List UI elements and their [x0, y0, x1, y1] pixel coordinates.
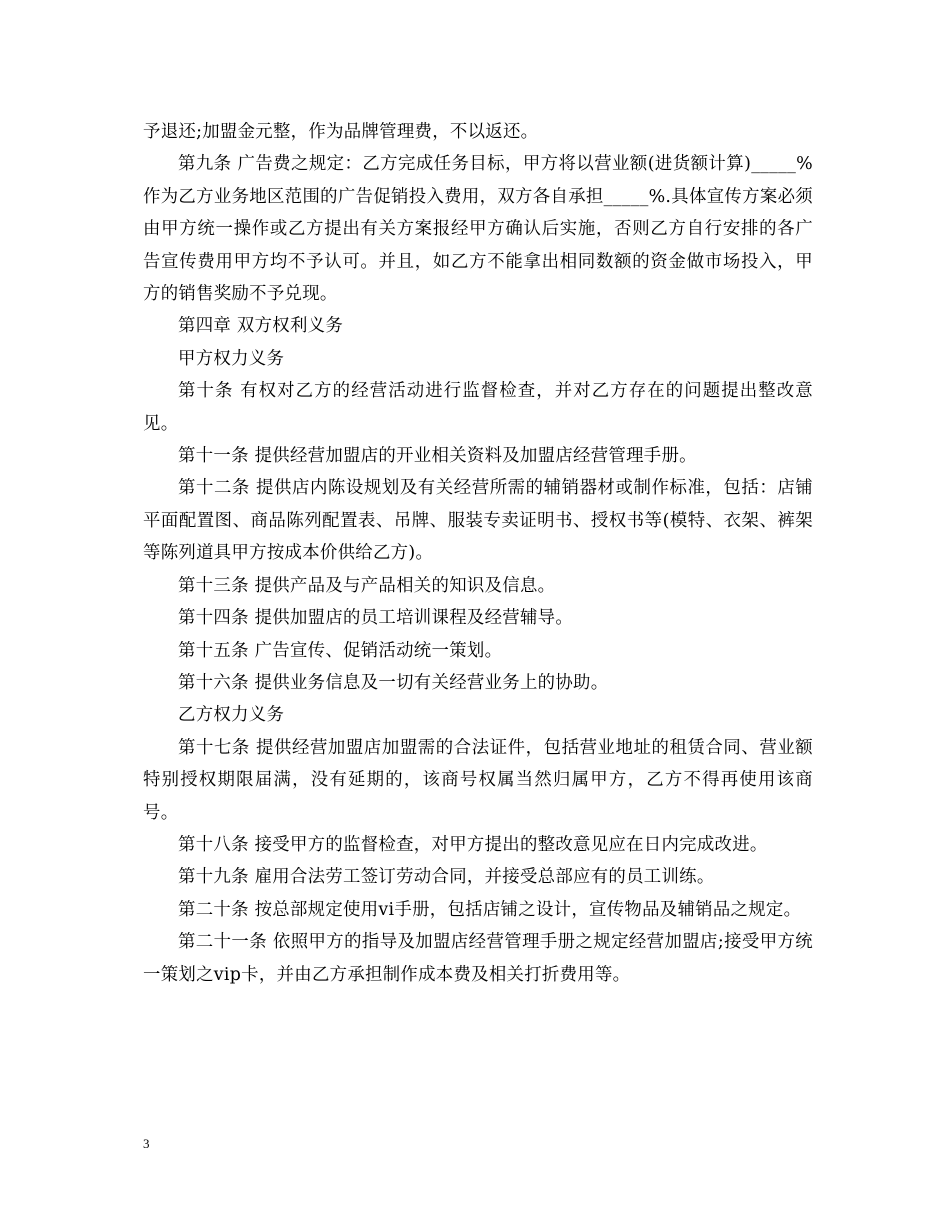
article-19-paragraph: 第十九条 雇用合法劳工签订劳动合同，并接受总部应有的员工训练。 [178, 867, 715, 888]
article-16-paragraph: 第十六条 提供业务信息及一切有关经营业务上的协助。 [178, 672, 609, 693]
article-13-paragraph: 第十三条 提供产品及与产品相关的知识及信息。 [178, 575, 556, 596]
chapter-4-heading: 第四章 双方权利义务 [178, 316, 344, 337]
article-10-paragraph: 第十条 有权对乙方的经营活动进行监督检查，并对乙方存在的问题提出整改意见。 [143, 381, 813, 434]
article-14-paragraph: 第十四条 提供加盟店的员工培训课程及经营辅导。 [178, 608, 574, 629]
party-a-section-heading: 甲方权力义务 [178, 348, 285, 369]
article-17-paragraph: 第十七条 提供经营加盟店加盟需的合法证件，包括营业地址的租赁合同、营业额特别授权期限届满，没有延期的，该商号权属当然归属甲方，乙方不得再使用该商号。 [143, 737, 813, 823]
article-15-paragraph: 第十五条 广告宣传、促销活动统一策划。 [178, 640, 503, 661]
party-b-section-heading: 乙方权力义务 [178, 705, 285, 726]
page-number: 3 [143, 1136, 150, 1151]
article-9-paragraph: 第九条 广告费之规定：乙方完成任务目标，甲方将以营业额(进货额计算)_____%作为乙方业务地区范围的广告促销投入费用，双方各自承担_____%.具体宣传方案必须由甲方统一操作或乙方提出有关方案报经甲方确认后实施，否则乙方自行安排的各广告宣传费用甲方均不予认可。并且，如乙方不能拿出相同数额的资金做市场投入，甲方的销售奖励不予兑现。 [143, 154, 813, 305]
document-body [143, 116, 813, 991]
article-12-paragraph: 第十二条 提供店内陈设规划及有关经营所需的辅销器材或制作标准，包括：店铺平面配置图、商品陈列配置表、吊牌、服装专卖证明书、授权书等(模特、衣架、裤架等陈列道具甲方按成本价供给乙方)。 [143, 478, 813, 564]
article-18-paragraph: 第十八条 接受甲方的监督检查，对甲方提出的整改意见应在日内完成改进。 [178, 834, 768, 855]
article-20-paragraph: 第二十条 按总部规定使用vi手册，包括店铺之设计，宣传物品及辅销品之规定。 [178, 899, 802, 920]
article-11-paragraph: 第十一条 提供经营加盟店的开业相关资料及加盟店经营管理手册。 [178, 446, 697, 467]
article-21-paragraph: 第二十一条 依照甲方的指导及加盟店经营管理手册之规定经营加盟店;接受甲方统一策划之vip卡，并由乙方承担制作成本费及相关打折费用等。 [143, 932, 813, 985]
paragraph: 予退还;加盟金元整，作为品牌管理费，不以返还。 [143, 122, 539, 142]
